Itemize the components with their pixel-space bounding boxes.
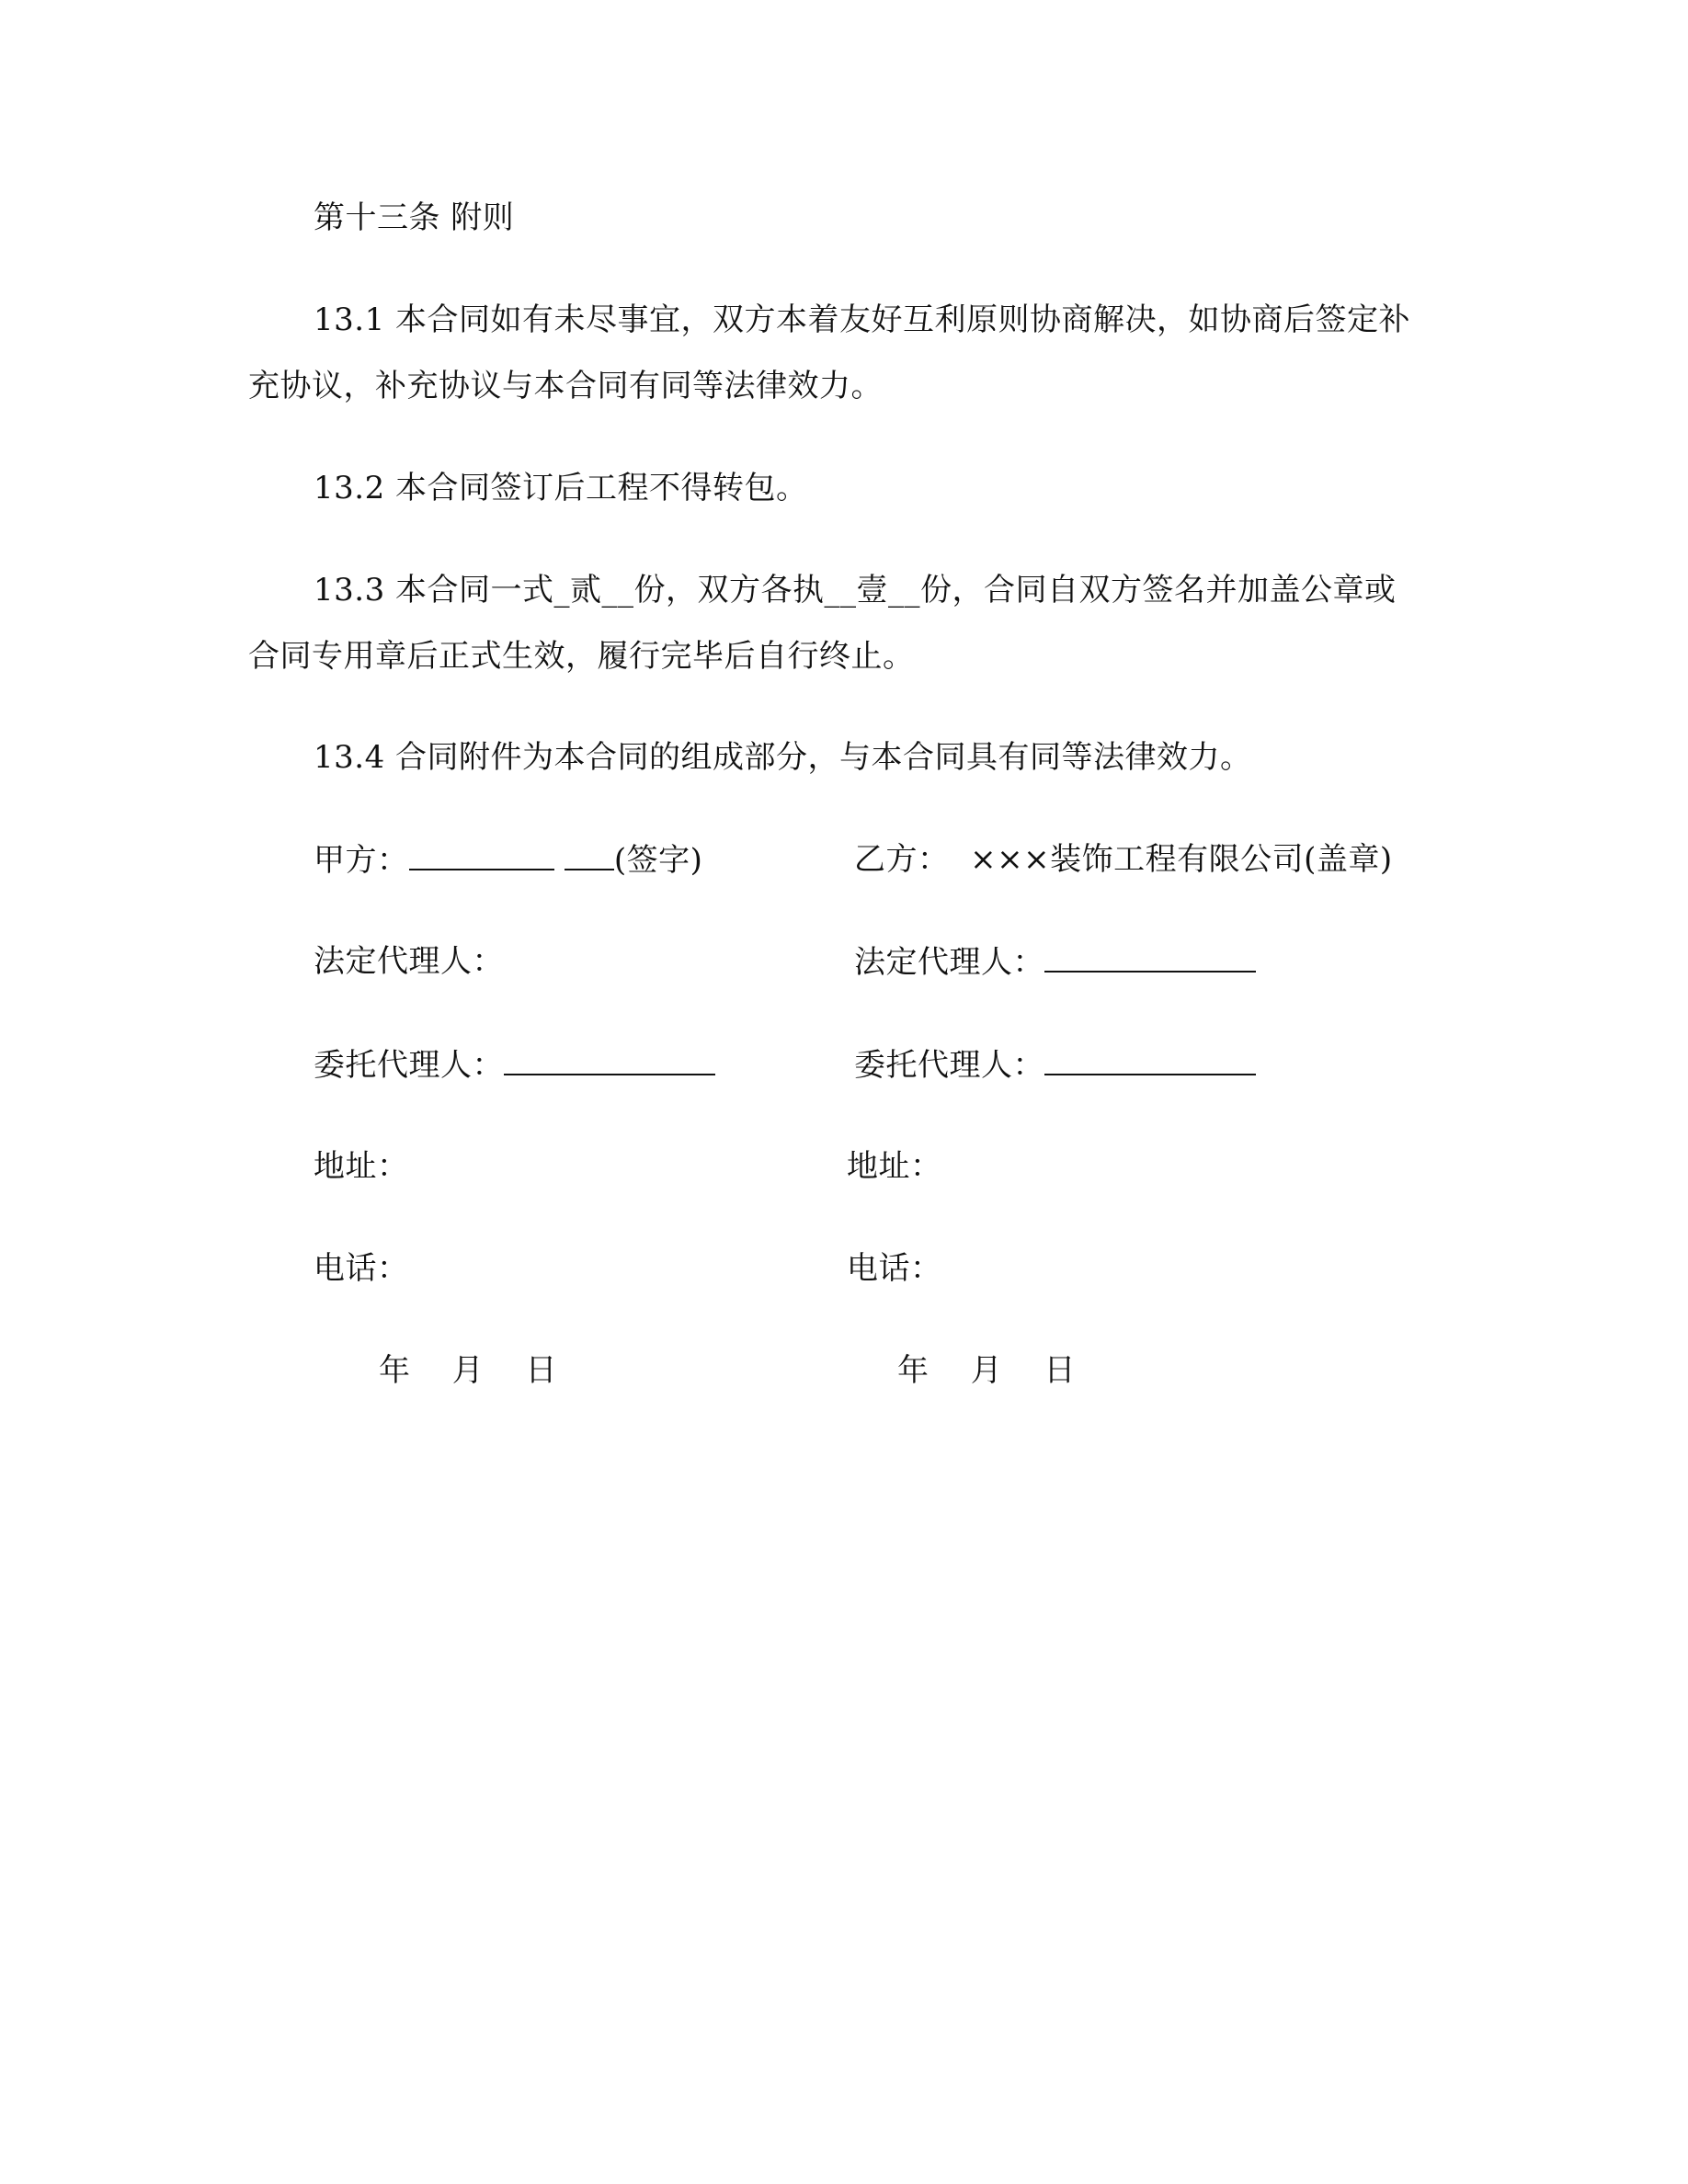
party-b-address: 地址： — [847, 1148, 942, 1185]
clause-13-4: 13.4 合同附件为本合同的组成部分，与本合同具有同等法律效力。 — [314, 739, 1252, 776]
party-a-date: 年 月 日 — [379, 1352, 557, 1389]
party-b-entrusted-agent-blank[interactable] — [1044, 1046, 1256, 1075]
party-b-entrusted-agent-row — [854, 1046, 1256, 1084]
party-a-entrusted-agent-label: 委托代理人： — [314, 1047, 504, 1084]
party-a-label: 甲方： — [314, 842, 409, 879]
clause-13-3-line-2: 合同专用章后正式生效，履行完毕后自行终止。 — [248, 638, 915, 675]
clause-13-2: 13.2 本合同签订后工程不得转包。 — [314, 470, 808, 506]
clause-13-1-line-2: 充协议，补充协议与本合同有同等法律效力。 — [248, 368, 883, 404]
party-b-label: 乙方： — [854, 841, 950, 878]
party-b-legal-agent-blank[interactable] — [1044, 943, 1256, 973]
article-heading: 第十三条 附则 — [314, 199, 515, 236]
party-a-legal-agent: 法定代理人： — [314, 943, 504, 980]
party-b-row — [854, 841, 1393, 878]
party-b-legal-agent-row — [854, 943, 1256, 981]
party-b-phone: 电话： — [847, 1250, 942, 1287]
party-a-signature-blank[interactable] — [409, 841, 554, 870]
party-a-entrusted-agent-row — [314, 1046, 715, 1084]
party-a-address: 地址： — [314, 1148, 409, 1185]
party-b-company: ×××装饰工程有限公司(盖章) — [970, 841, 1393, 878]
party-b-entrusted-agent-label: 委托代理人： — [854, 1047, 1044, 1084]
party-a-row — [314, 841, 702, 879]
party-b-legal-agent-label: 法定代理人： — [854, 944, 1044, 981]
party-a-signature-suffix: (签字) — [613, 842, 703, 879]
clause-13-3-line-1: 13.3 本合同一式_贰__份，双方各执__壹__份，合同自双方签名并加盖公章或 — [314, 572, 1397, 609]
party-a-phone: 电话： — [314, 1250, 409, 1287]
clause-13-1-line-1: 13.1 本合同如有未尽事宜，双方本着友好互利原则协商解决，如协商后签定补 — [314, 301, 1411, 338]
party-a-signature-blank-2[interactable] — [565, 841, 614, 870]
party-a-entrusted-agent-blank[interactable] — [504, 1046, 715, 1075]
party-b-date: 年 月 日 — [897, 1352, 1076, 1389]
